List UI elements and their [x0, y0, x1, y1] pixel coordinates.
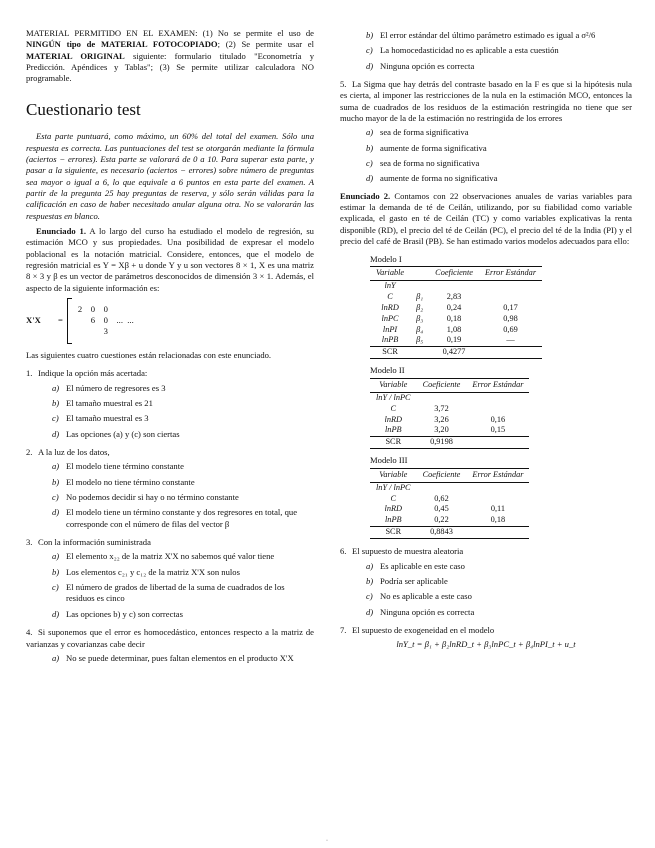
- enunciado-2-text: Contamos con 22 observaciones anuales de varias variables para estimar la demanda de té de Ceilán, utilizando, por su fiabilidad como variable explicada, el gasto en té de Ceilán (TC) y como variables explicativas la renta disponible (RD), el precio del té de Ceilán (PC), el precio del té de la India (PI) y el precio del café de Brasil (PB). Se han estimado varios modelos adecuados para ello:: [340, 190, 632, 247]
- option-text: sea de forma no significativa: [380, 158, 480, 169]
- question-text: El supuesto de muestra aleatoria: [352, 546, 464, 557]
- answer-option[interactable]: [52, 383, 314, 394]
- answer-option[interactable]: [366, 45, 632, 56]
- table-row: [370, 280, 542, 291]
- option-label: a): [52, 652, 60, 663]
- dependent-variable: lnY: [384, 280, 396, 290]
- option-text: No es aplicable a este caso: [380, 591, 472, 602]
- question-number: 5.: [340, 79, 347, 90]
- answer-option[interactable]: [52, 492, 314, 503]
- table-cell: lnRD: [384, 414, 403, 424]
- option-label: a): [52, 461, 60, 472]
- option-label: c): [366, 158, 373, 169]
- matrix-row: 2 0 0: [77, 304, 108, 315]
- question-3: [26, 537, 314, 548]
- table-cell: SCR: [370, 347, 410, 359]
- table-cell: β₃: [416, 313, 424, 323]
- table-row: [370, 314, 542, 325]
- table-header: Coeficiente: [417, 468, 467, 482]
- answer-option[interactable]: [366, 143, 632, 154]
- question-text: El supuesto de exogeneidad en el modelo: [352, 625, 495, 635]
- table-header: Variable: [370, 266, 410, 280]
- table-row: [370, 515, 529, 526]
- scr-row: [370, 347, 542, 359]
- table-cell: 3,72: [434, 403, 449, 413]
- answer-option[interactable]: [366, 173, 632, 184]
- option-label: a): [366, 560, 374, 571]
- model-1-table: [370, 266, 542, 360]
- option-label: a): [52, 382, 60, 393]
- option-text: Ninguna opción es correcta: [380, 60, 475, 71]
- question-number: 4.: [26, 627, 33, 638]
- answer-option[interactable]: [52, 429, 314, 440]
- table-cell: 2,83: [446, 291, 462, 301]
- answer-option[interactable]: [52, 398, 314, 409]
- table-cell: 3,20: [434, 425, 449, 435]
- answer-option[interactable]: [52, 461, 314, 472]
- intro-text-2: ; (2) Se permite usar el: [217, 39, 314, 50]
- question-4-options: [26, 653, 314, 664]
- matrix-row: 3: [77, 326, 108, 337]
- option-text: Ninguna opción es correcta: [380, 606, 475, 617]
- table-cell: C: [390, 403, 397, 413]
- option-text: Es aplicable en este caso: [380, 560, 465, 571]
- answer-option[interactable]: [52, 477, 314, 488]
- option-text: El error estándar del último parámetro estimado es igual a σ²/6: [380, 30, 596, 40]
- option-text: Las opciones (a) y (c) son ciertas: [66, 428, 180, 439]
- table-cell: 0,8843: [417, 527, 467, 539]
- table-cell: 0,16: [490, 414, 506, 424]
- intro-bold-1: NINGÚN tipo de MATERIAL FOTOCOPIADO: [26, 39, 218, 50]
- option-text: Las opciones b) y c) son correctas: [66, 608, 183, 619]
- answer-option[interactable]: [366, 607, 632, 618]
- question-6: [340, 546, 632, 557]
- option-label: d): [52, 507, 60, 518]
- option-label: b): [52, 566, 60, 577]
- right-column: [340, 30, 632, 655]
- option-text: El número de grados de libertad de la suma de cuadrados de los residuos es cinco: [66, 582, 285, 604]
- table-row: [370, 303, 542, 314]
- option-text: El tamaño muestral es 21: [66, 398, 153, 408]
- option-label: d): [52, 608, 60, 619]
- table-cell: β₄: [416, 324, 424, 334]
- table-header-row: [370, 266, 542, 280]
- model-3-table: [370, 468, 529, 540]
- table-row: [370, 425, 529, 436]
- option-label: d): [366, 173, 374, 184]
- table-cell: 0,11: [490, 504, 506, 514]
- table-cell: [466, 494, 529, 505]
- table-cell: 0,18: [446, 313, 462, 323]
- table-cell: 0,17: [503, 302, 518, 312]
- table-cell: C: [390, 493, 397, 503]
- table-row: [370, 482, 529, 493]
- option-text: No podemos decidir si hay o no término constante: [66, 492, 239, 503]
- question-2-options: [26, 461, 314, 530]
- option-text: La homocedasticidad no es aplicable a esta cuestión: [380, 45, 559, 56]
- table-row: [370, 325, 542, 336]
- table-cell: lnPB: [384, 515, 402, 525]
- option-text: aumente de forma significativa: [380, 142, 487, 153]
- question-1: [26, 368, 314, 379]
- intro-text-1: MATERIAL PERMITIDO EN EL EXAMEN: (1) No se permite el uso de: [26, 28, 314, 38]
- intro-text-3: siguiente: formulario titulado "Econometría y Predicción. Apéndices y Tablas"; (3) Se permite utilizar calculadora NO programable.: [26, 50, 314, 84]
- answer-option[interactable]: [52, 582, 314, 605]
- table-cell: lnPI: [382, 324, 398, 334]
- question-3-options: [26, 551, 314, 620]
- answer-option[interactable]: [366, 591, 632, 602]
- enunciado-1: [26, 226, 314, 294]
- enunciado-2-label: Enunciado 2.: [340, 190, 391, 201]
- option-label: c): [52, 413, 59, 424]
- page-marker: ·: [326, 838, 328, 844]
- table-header: [410, 266, 429, 280]
- enunciado-1-followup: Las siguientes cuatro cuestiones están relacionadas con este enunciado.: [26, 349, 272, 360]
- table-cell: 0,9198: [417, 437, 467, 449]
- table-cell: 0,45: [434, 504, 449, 514]
- table-header: Error Estándar: [466, 378, 529, 392]
- question-number: 3.: [26, 537, 33, 548]
- option-text: No se puede determinar, pues faltan elementos en el producto X'X: [66, 652, 294, 663]
- option-label: c): [366, 45, 373, 56]
- option-label: c): [52, 492, 59, 503]
- option-label: b): [366, 575, 374, 586]
- question-text: La Sigma que hay detrás del contraste basado en la F es que si la hipótesis nula es cierta, al imponer las restricciones de la nula en la estimación MCO, entonces la suma de cuadrados de los residuos de la estimación restringida no tiene que ser mucho mayor de la de la estimación no restringida de los errores: [340, 79, 632, 124]
- answer-option[interactable]: [366, 127, 632, 138]
- model-2-table: [370, 378, 529, 450]
- enunciado-1-text: A lo largo del curso ha estudiado el modelo de regresión, su estimación MCO y sus propiedades. Una posibilidad de expresar el modelo poblacional es la notación matricial. Considere, entonces, que el modelo de regresión matricial es Y = Xβ + u donde Y y u son vectores 8 × 1, X es una matriz 8 × 3 y β es un vector de parámetros desconocidos de dimensión 3 × 1. Además, el aspecto de la siguiente información es:: [26, 225, 314, 293]
- option-label: c): [366, 591, 373, 602]
- table-header: Error Estándar: [479, 266, 542, 280]
- table-cell: —: [506, 335, 515, 345]
- question-6-options: [340, 561, 632, 618]
- table-cell: SCR: [370, 437, 417, 449]
- table-cell: SCR: [370, 527, 417, 539]
- intro-bold-2: MATERIAL ORIGINAL: [26, 50, 125, 61]
- answer-option[interactable]: [366, 30, 632, 41]
- answer-option[interactable]: [366, 158, 632, 169]
- section-title: Cuestionario test: [26, 99, 141, 119]
- table-cell: 0,19: [446, 335, 462, 345]
- question-5-options: [340, 127, 632, 184]
- table-cell: 0,4277: [429, 347, 479, 359]
- question-4-options-continued: [340, 30, 632, 72]
- option-label: a): [52, 551, 60, 562]
- option-label: d): [366, 60, 374, 71]
- question-1-options: [26, 383, 314, 440]
- table-row: [370, 404, 529, 415]
- table-cell: β₁: [416, 291, 424, 301]
- answer-option[interactable]: [52, 609, 314, 620]
- table-cell: lnPB: [384, 425, 402, 435]
- table-cell: lnRD: [381, 302, 399, 312]
- option-label: a): [366, 127, 374, 138]
- matrix-label: X'X: [26, 315, 41, 326]
- answer-option[interactable]: [52, 551, 314, 562]
- matrix-rows: [72, 304, 140, 337]
- option-text: sea de forma significativa: [380, 127, 469, 138]
- answer-option[interactable]: [52, 653, 314, 664]
- option-text: aumente de forma no significativa: [380, 173, 498, 184]
- option-text: El elemento x₂₂ de la matriz X'X no sabemos qué valor tiene: [66, 551, 275, 562]
- option-label: d): [366, 606, 374, 617]
- table-cell: β₂: [416, 302, 424, 312]
- option-text: El modelo tiene término constante: [66, 461, 184, 472]
- table-header: Variable: [370, 378, 417, 392]
- table-cell: lnRD: [384, 504, 403, 514]
- table-cell: lnPC: [381, 313, 399, 323]
- model-1-title: Modelo I: [370, 253, 402, 264]
- table-cell: 0,69: [503, 324, 518, 334]
- question-number: 2.: [26, 447, 33, 458]
- table-cell: 1,08: [446, 324, 462, 334]
- question-text: Si suponemos que el error es homocedástico, entonces respecto a la matriz de varianzas y covarianzas cabe decir: [26, 627, 314, 649]
- answer-option[interactable]: [366, 576, 632, 587]
- table-header-row: [370, 468, 529, 482]
- table-cell: 0,15: [490, 425, 506, 435]
- enunciado-1-label: Enunciado 1.: [36, 225, 86, 236]
- model-2-title: Modelo II: [370, 365, 405, 376]
- table-cell: C: [387, 291, 393, 301]
- table-header: Error Estándar: [466, 468, 529, 482]
- table-cell: [466, 404, 529, 415]
- table-cell: 0,24: [446, 302, 462, 312]
- table-cell: 0,62: [434, 493, 449, 503]
- table-row: [370, 504, 529, 515]
- table-row: [370, 292, 542, 303]
- question-5: [340, 79, 632, 124]
- option-text: Podría ser aplicable: [380, 575, 448, 586]
- question-7: [340, 625, 632, 636]
- table-cell: lnPB: [381, 335, 399, 345]
- option-label: c): [52, 582, 59, 593]
- table-header-row: [370, 378, 529, 392]
- dependent-variable: lnY / lnPC: [376, 482, 411, 492]
- instructions: Esta parte puntuará, como máximo, un 60% del total del examen. Sólo una respuesta es correcta. Las puntuaciones del test se otorgarán mediante la fórmula (aciertos − errores). Esta parte se valorará de 0 a 10. Para superar esta parte, y pasar a la siguiente, es necesario (aciertos − errores) sobre número de preguntas sea mayor o igual a 6, lo que equivale a 6 puntos en esta parte del examen. A partir de la pregunta 25 hay preguntas de reserva, y sólo serán válidas para la calificación en caso de haber necesitado anular alguna otra. No se valorarán las respuestas en blanco.: [26, 131, 314, 221]
- table-row: [370, 392, 529, 403]
- option-text: El tamaño muestral es 3: [66, 413, 149, 424]
- question-4: [26, 627, 314, 650]
- table-cell: 0,22: [434, 515, 449, 525]
- table-cell: 0,98: [503, 313, 518, 323]
- option-text: El modelo tiene un término constante y dos regresores en total, que corresponde con el número de filas del vector β: [66, 507, 298, 529]
- option-text: Los elementos c₂₁ y c₁₂ de la matriz X'X son nulos: [66, 566, 240, 577]
- table-cell: [479, 292, 542, 303]
- table-header: Coeficiente: [429, 266, 479, 280]
- scr-row: [370, 437, 529, 449]
- table-cell: 0,18: [490, 515, 506, 525]
- answer-option[interactable]: [52, 567, 314, 578]
- table-cell: 3,26: [434, 414, 449, 424]
- answer-option[interactable]: [52, 507, 314, 530]
- enunciado-2: [340, 191, 632, 248]
- matrix-row: 6 0 ... ...: [77, 315, 134, 326]
- xx-matrix: [26, 298, 314, 344]
- answer-option[interactable]: [366, 61, 632, 72]
- question-7-formula: lnY_t = β₁ + β₂lnRD_t + β₃lnPC_t + β₄lnPI_t + u_t: [396, 639, 576, 650]
- left-column: [26, 28, 314, 668]
- answer-option[interactable]: [52, 413, 314, 424]
- option-label: d): [52, 428, 60, 439]
- table-row: [370, 494, 529, 505]
- answer-option[interactable]: [366, 561, 632, 572]
- question-text: Indique la opción más acertada:: [38, 368, 148, 379]
- table-cell: β₅: [416, 335, 424, 345]
- option-label: b): [52, 476, 60, 487]
- option-text: El número de regresores es 3: [66, 382, 166, 393]
- table-header: Variable: [370, 468, 417, 482]
- option-text: El modelo no tiene término constante: [66, 476, 195, 487]
- intro-paragraph: [26, 28, 314, 85]
- question-number: 6.: [340, 546, 347, 557]
- table-header: Coeficiente: [417, 378, 467, 392]
- table-row: [370, 415, 529, 426]
- question-text: A la luz de los datos,: [38, 447, 110, 458]
- option-label: b): [366, 142, 374, 153]
- option-label: b): [366, 30, 374, 40]
- table-row: [370, 335, 542, 346]
- question-2: [26, 447, 314, 458]
- equals-sign: =: [58, 315, 63, 326]
- question-text: Con la información suministrada: [38, 537, 151, 548]
- question-number: 7.: [340, 625, 347, 635]
- question-number: 1.: [26, 368, 33, 379]
- option-label: b): [52, 398, 60, 408]
- model-3-title: Modelo III: [370, 455, 408, 466]
- scr-row: [370, 527, 529, 539]
- dependent-variable: lnY / lnPC: [376, 392, 411, 402]
